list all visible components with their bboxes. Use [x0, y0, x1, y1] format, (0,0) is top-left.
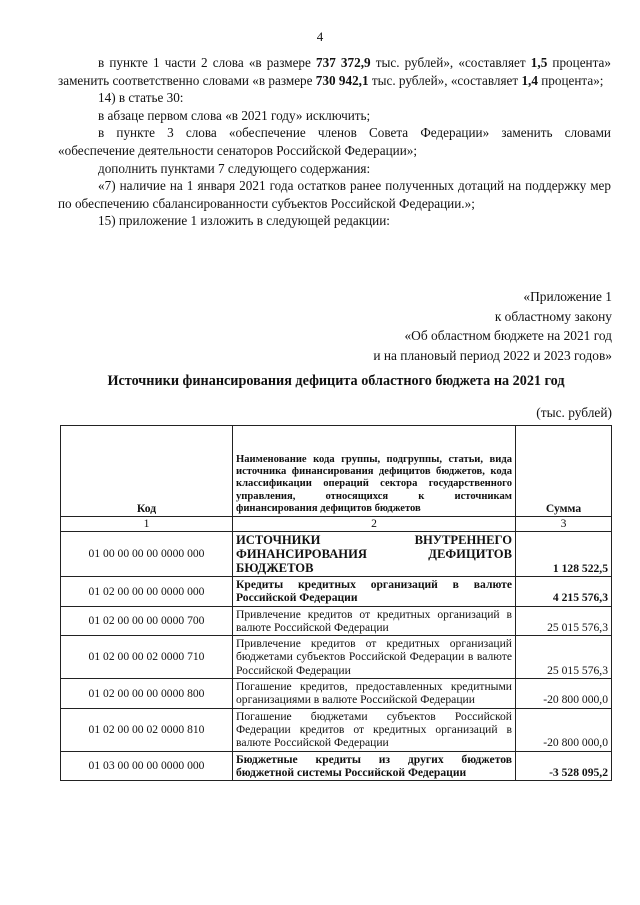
text-run: 14) в статье 30: — [98, 90, 184, 106]
row-code: 01 03 00 00 00 0000 000 — [61, 751, 233, 781]
header-sum: Сумма — [516, 426, 612, 517]
header-name: Наименование кода группы, подгруппы, статьи, вида источника финансирования дефицитов бюджетов, кода классификации операций сектора государственного управления, относящихся к источникам финансирования дефицитов бюджетов — [233, 426, 516, 517]
row-name: Привлечение кредитов от кредитных организаций бюджетами субъектов Российской Федерации в валюте Российской Федерации — [233, 636, 516, 679]
row-sum: -20 800 000,0 — [516, 708, 612, 751]
bold-amount: 1,4 — [521, 72, 538, 88]
row-sum: -3 528 095,2 — [516, 751, 612, 781]
row-sum: 25 015 576,3 — [516, 636, 612, 679]
row-code: 01 02 00 00 00 0000 000 — [61, 577, 233, 607]
row-name: Бюджетные кредиты из других бюджетов бюджетной системы Российской Федерации — [233, 751, 516, 781]
paragraph-4 — [58, 124, 611, 159]
row-sum: 25 015 576,3 — [516, 606, 612, 636]
table-row — [61, 606, 612, 636]
row-code: 01 02 00 00 02 0000 710 — [61, 636, 233, 679]
column-number: 3 — [516, 517, 612, 532]
column-number: 2 — [233, 517, 516, 532]
paragraph-6 — [58, 177, 611, 212]
bold-amount: 730 942,1 — [315, 72, 369, 88]
text-run: «7) наличие на 1 января 2021 года остатков ранее полученных дотаций на поддержку мер по обеспечению сбалансированности субъектов Российской Федерации.»; — [58, 178, 611, 211]
text-run: в пункте 3 слова «обеспечение членов Совета Федерации» заменить словами «обеспечение деятельности сенаторов Российской Федерации»; — [58, 125, 611, 158]
header-code: Код — [61, 426, 233, 517]
row-name: ИСТОЧНИКИ ВНУТРЕННЕГО ФИНАНСИРОВАНИЯ ДЕФИЦИТОВ БЮДЖЕТОВ — [233, 532, 516, 577]
row-name: Кредиты кредитных организаций в валюте Российской Федерации — [233, 577, 516, 607]
row-sum: 1 128 522,5 — [516, 532, 612, 577]
row-code: 01 02 00 00 00 0000 700 — [61, 606, 233, 636]
text-run: дополнить пунктами 7 следующего содержания: — [98, 160, 371, 176]
text-run: в пункте 1 части 2 слова «в размере — [98, 55, 317, 70]
table-title: Источники финансирования дефицита областного бюджета на 2021 год — [107, 373, 565, 389]
table-header-row — [61, 426, 612, 517]
text-run: процента»; — [537, 72, 604, 88]
paragraph-2 — [58, 89, 611, 107]
bold-amount: 1,5 — [530, 55, 548, 70]
row-name: Погашение кредитов, предоставленных кредитными организациями в валюте Российской Федерации — [233, 679, 516, 709]
text-run: в абзаце первом слова «в 2021 году» исключить; — [98, 107, 371, 123]
financing-sources-table — [60, 425, 612, 781]
table-row — [61, 708, 612, 751]
page-number: 4 — [316, 29, 324, 44]
row-sum: -20 800 000,0 — [516, 679, 612, 709]
table-row — [61, 679, 612, 709]
bold-amount: 737 372,9 — [316, 55, 371, 70]
row-code: 01 02 00 00 00 0000 800 — [61, 679, 233, 709]
column-numbers-row — [61, 517, 612, 532]
table-row — [61, 636, 612, 679]
appendix-line: и на плановый период 2022 и 2023 годов» — [373, 347, 612, 363]
row-code: 01 00 00 00 00 0000 000 — [61, 532, 233, 577]
text-run: тыс. рублей», «составляет — [368, 72, 522, 88]
appendix-line: «Об областном бюджете на 2021 год — [404, 328, 612, 343]
table-row — [61, 751, 612, 781]
appendix-header — [373, 287, 612, 365]
units-label: (тыс. рублей) — [536, 405, 612, 420]
paragraph-1 — [58, 54, 611, 89]
row-name: Погашение бюджетами субъектов Российской Федерации кредитов от кредитных организаций в валюте Российской Федерации — [233, 708, 516, 751]
paragraph-3 — [58, 107, 611, 125]
row-code: 01 02 00 00 02 0000 810 — [61, 708, 233, 751]
text-run: процента» заменить соответственно словами «в размере — [58, 55, 611, 88]
amendment-text — [58, 54, 611, 230]
appendix-line: к областному закону — [494, 308, 612, 324]
row-name: Привлечение кредитов от кредитных организаций в валюте Российской Федерации — [233, 606, 516, 636]
column-number: 1 — [61, 517, 233, 532]
paragraph-7 — [58, 212, 611, 230]
paragraph-5 — [58, 160, 611, 178]
appendix-line: «Приложение 1 — [523, 289, 612, 304]
table-row — [61, 532, 612, 577]
row-sum: 4 215 576,3 — [516, 577, 612, 607]
text-run: тыс. рублей», «составляет — [370, 55, 531, 70]
text-run: 15) приложение 1 изложить в следующей редакции: — [98, 213, 390, 229]
table-row — [61, 577, 612, 607]
